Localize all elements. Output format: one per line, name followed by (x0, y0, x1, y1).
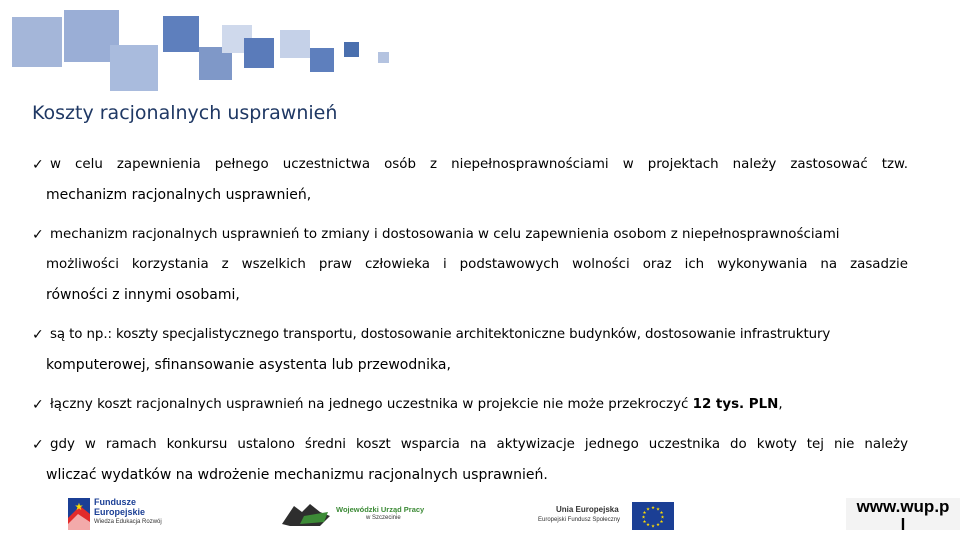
fe-logo-text: Fundusze (94, 497, 136, 507)
wup-logo-subtext: w Szczecinie (366, 515, 401, 521)
bullet-item (32, 430, 908, 490)
bullet-text: wliczać wydatków na wdrożenie mechanizmu racjonalnych usprawnień. (46, 467, 548, 483)
svg-text:★: ★ (74, 502, 84, 513)
svg-text:★: ★ (642, 511, 647, 516)
bullet-text: możliwości korzystania z wszelkich praw człowieka i podstawowych wolności oraz ich wykonywania na zasadzie (46, 257, 908, 272)
logo-unia-europejska (538, 500, 678, 532)
check-icon: ✓ (32, 437, 44, 453)
logo-wup (280, 500, 430, 530)
svg-text:★: ★ (659, 511, 664, 516)
bullet-text: łączny koszt racjonalnych usprawnień na jednego uczestnika w projekcie nie może przekroczyć (50, 397, 689, 412)
wup-logo-text: Wojewódzki Urząd Pracy (336, 505, 425, 514)
deco-square (12, 17, 62, 67)
bullet-item (32, 150, 908, 210)
bullet-text: w celu zapewnienia pełnego uczestnictwa osób z niepełnosprawnościami w projektach należy zastosować tzw. (50, 157, 908, 172)
eu-flag-icon (632, 502, 674, 530)
fe-logo-icon (66, 496, 92, 532)
website-url (846, 497, 960, 534)
deco-square (280, 30, 310, 58)
svg-text:★: ★ (650, 524, 656, 530)
slide-title: Koszty racjonalnych usprawnień (32, 102, 338, 124)
deco-square (110, 45, 158, 91)
website-url-text: l (900, 515, 906, 534)
deco-square (344, 42, 359, 57)
fe-logo-text: Europejskie (94, 507, 146, 517)
check-icon: ✓ (32, 227, 44, 243)
ue-logo-subtext: Europejski Fundusz Społeczny (538, 517, 621, 523)
bullet-item (32, 220, 908, 310)
deco-square (310, 48, 334, 72)
svg-text:★: ★ (642, 520, 647, 525)
bullet-text: , (778, 397, 783, 412)
website-url-text: www.wup.p (856, 497, 950, 516)
bullet-text: równości z innymi osobami, (46, 287, 240, 303)
check-icon: ✓ (32, 327, 44, 343)
svg-text:★: ★ (641, 515, 646, 521)
bullet-text: gdy w ramach konkursu ustalono średni koszt wsparcia na aktywizacje jednego uczestnika do kwoty tej nie należy (50, 437, 908, 452)
amount-text: 12 tys. PLN (692, 397, 779, 412)
wup-logo-icon (280, 502, 332, 528)
svg-text:★: ★ (655, 507, 661, 513)
fe-logo-subtext: Wiedza Edukacja Rozwój (94, 519, 162, 525)
bullet-list (32, 150, 908, 490)
svg-text:★: ★ (659, 520, 664, 525)
check-icon: ✓ (32, 157, 44, 173)
check-icon: ✓ (32, 397, 44, 413)
deco-square (163, 16, 199, 52)
ue-logo-text: Unia Europejska (556, 505, 619, 514)
logo-fundusze-europejskie (66, 496, 176, 532)
svg-text:★: ★ (655, 523, 661, 528)
bullet-text: mechanizm racjonalnych usprawnień, (46, 187, 312, 203)
deco-square (378, 52, 389, 63)
svg-text:★: ★ (645, 523, 651, 528)
svg-text:★: ★ (660, 515, 665, 521)
bullet-text: są to np.: koszty specjalistycznego transportu, dostosowanie architektoniczne budynków, dostosowanie infrastruktury (50, 327, 831, 342)
svg-text:★: ★ (645, 507, 651, 513)
bullet-item (32, 320, 908, 380)
bullet-text: mechanizm racjonalnych usprawnień to zmiany i dostosowania w celu zapewnienia osobom z niepełnosprawnościami (50, 227, 840, 242)
svg-text:★: ★ (650, 506, 656, 511)
bullet-text: komputerowej, sfinansowanie asystenta lub przewodnika, (46, 357, 451, 373)
bullet-item (32, 390, 908, 420)
deco-square (244, 38, 274, 68)
